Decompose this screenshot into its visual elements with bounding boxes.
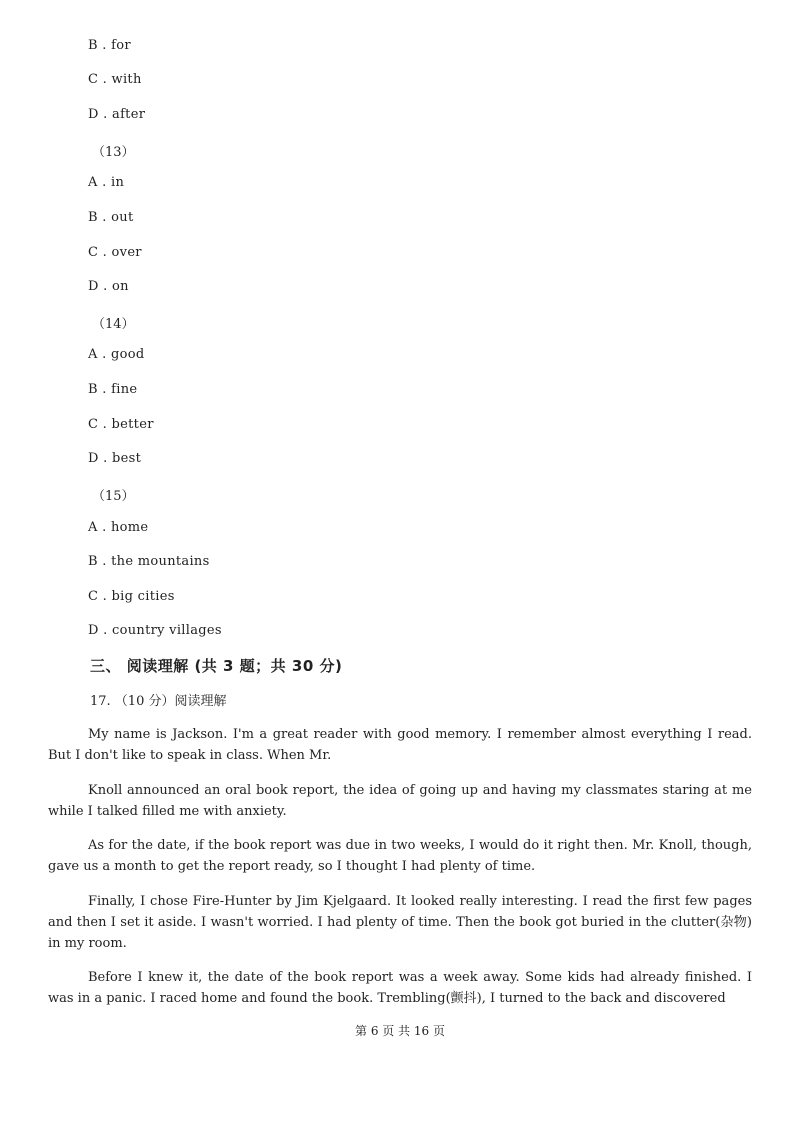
page-footer: 第 6 页 共 16 页 [355,1024,445,1038]
option-15-b: B . the mountains [88,554,210,569]
option-14-b: B . fine [88,382,138,397]
passage-paragraph-4: Finally, I chose Fire-Hunter by Jim Kjelgaard. It looked really interesting. I read the first few pages and then I set it aside. I wasn't worried. I had plenty of time. Then the book got buried in the clutter(杂物) in my room. [48,894,752,951]
question-17-header: 17. （10 分）阅读理解 [90,694,227,709]
question-13-number: （13） [92,145,135,160]
option-15-a: A . home [88,520,149,535]
option-15-c: C . big cities [88,589,175,604]
option-12-c: C . with [88,72,142,87]
passage-paragraph-5: Before I knew it, the date of the book report was a week away. Some kids had already finished. I was in a panic. I raced home and found the book. Trembling(颤抖), I turned to the back and discovered [48,970,752,1006]
passage-paragraph-3: As for the date, if the book report was due in two weeks, I would do it right then. Mr. Knoll, though, gave us a month to get the report ready, so I thought I had plenty of time. [48,838,752,874]
section-title: 三、 阅读理解 (共 3 题；共 30 分) [90,657,343,675]
option-14-c: C . better [88,417,154,432]
option-14-a: A . good [88,347,145,362]
question-14-number: （14） [92,317,135,332]
option-14-d: D . best [88,451,142,466]
option-13-c: C . over [88,245,142,260]
option-12-d: D . after [88,107,146,122]
option-13-b: B . out [88,210,134,225]
option-13-a: A . in [88,175,125,190]
option-15-d: D . country villages [88,623,222,638]
option-13-d: D . on [88,279,129,294]
option-12-b: B . for [88,38,131,53]
passage-paragraph-1: My name is Jackson. I'm a great reader with good memory. I remember almost everything I read. But I don't like to speak in class. When Mr. [48,727,752,763]
question-15-number: （15） [92,489,135,504]
passage-paragraph-2: Knoll announced an oral book report, the idea of going up and having my classmates staring at me while I talked filled me with anxiety. [48,783,752,819]
